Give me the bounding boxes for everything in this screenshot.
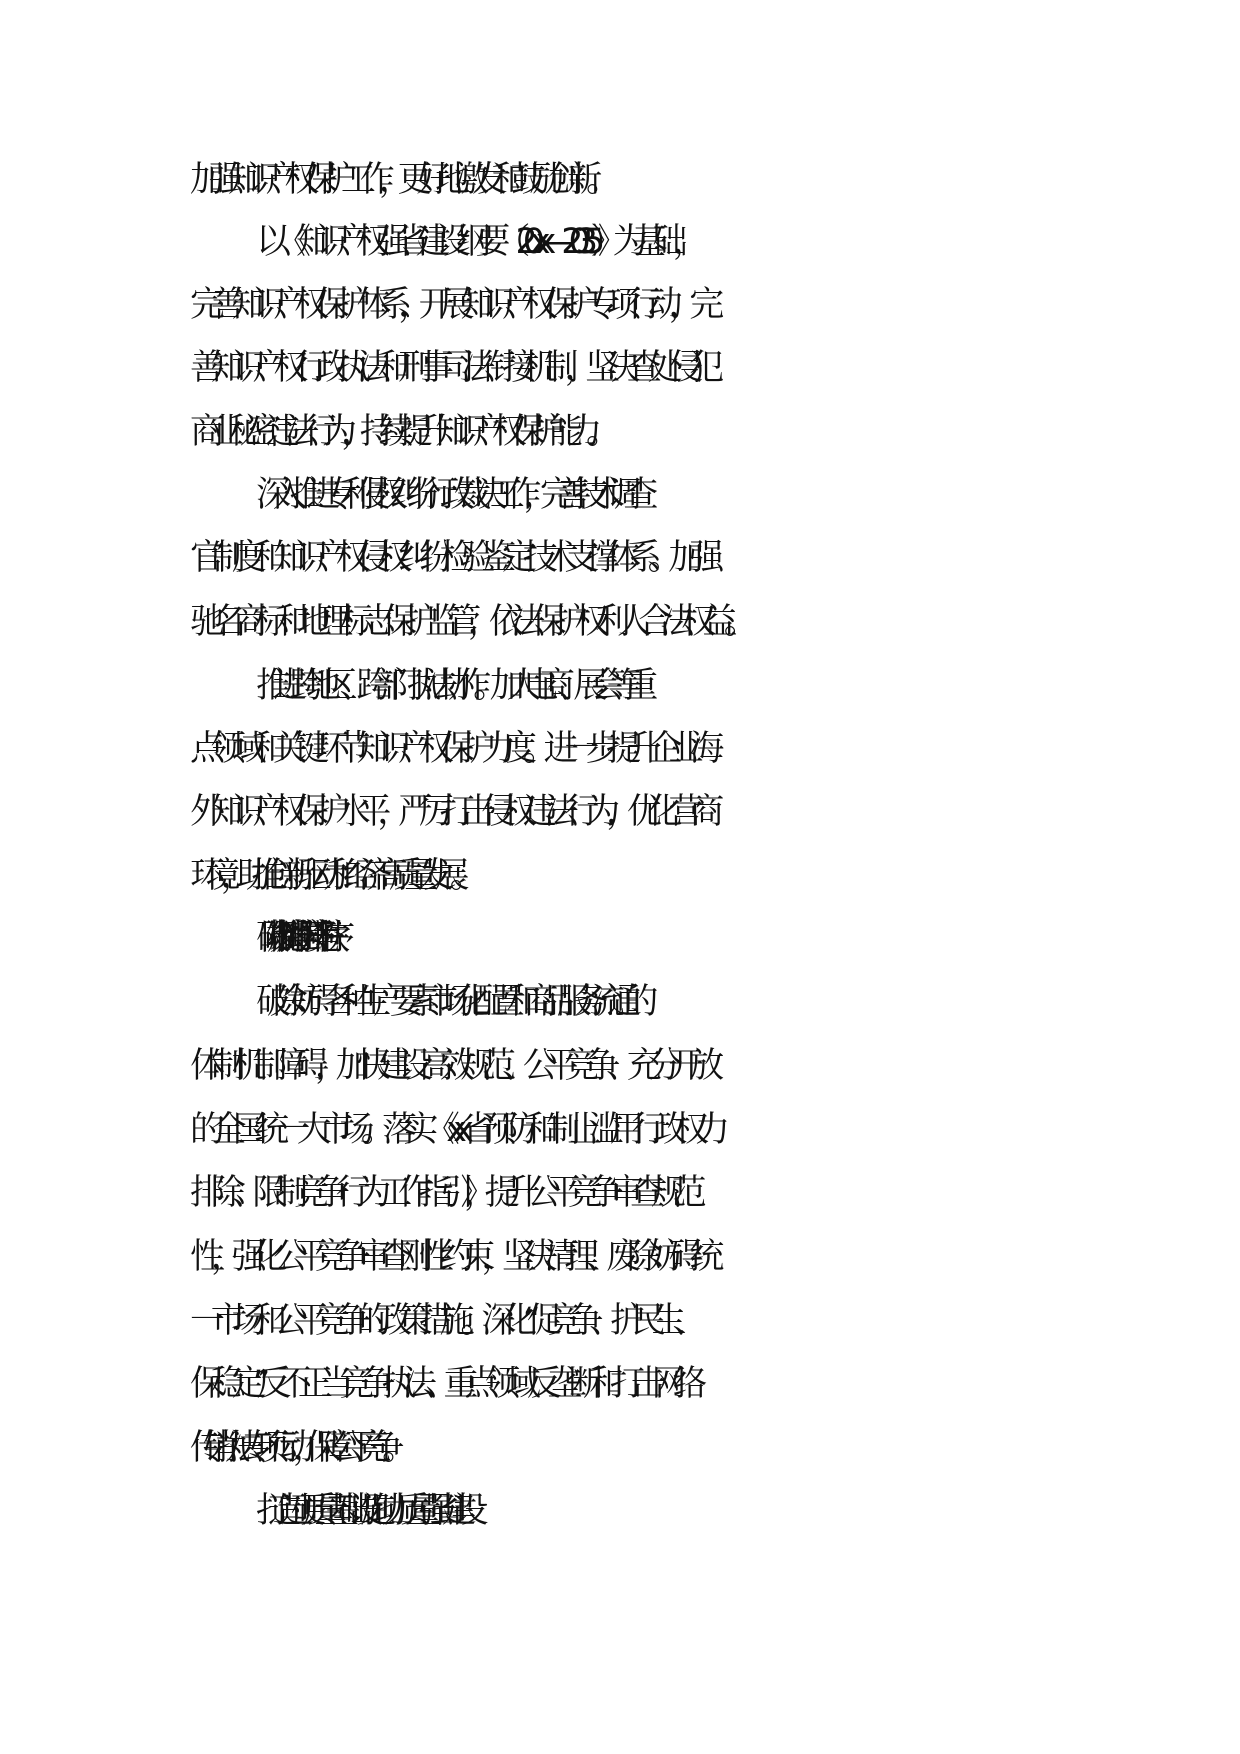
paragraph-line: 以《知识产权强省建设纲要（20xx—2035）》为基础， [256, 222, 693, 262]
text-line: 传销执法专项行动，保障公平竞争。 [190, 1428, 395, 1468]
text-line: 一市场和公平竞争的政策措施。深化“促竞争、护民生、 [190, 1301, 694, 1341]
paragraph-line: 推进跨地区、跨部门执法协作。加大电商、展会等重 [256, 666, 641, 706]
text-line: 商业秘密违法行为，持续提升知识产权保护能力。 [190, 412, 605, 452]
text-line: 驰名商标和地理标志保护监管，依法保护权利人合法权益。 [190, 602, 746, 642]
text-line: 排除、限制竞争行为工作指引》，提升公平竞争审查规范 [190, 1173, 693, 1213]
text-line: 官制度和知识产权侵权纠纷检验鉴定技术支撑体系。加强 [190, 538, 711, 578]
text-line: 保稳定”反不正当竞争执法、重点领域反垄断和打击网络 [190, 1364, 694, 1404]
section-heading: 打造过硬质量基础设施助力质量强省建设 [256, 1491, 465, 1531]
text-line: 性，强化公平竞争审查刚性约束，坚决清理、废除妨碍统 [190, 1237, 711, 1277]
paragraph-line: 深入推进专利侵权纠纷行政裁决工作，完善技术调查 [256, 475, 641, 515]
section-heading: 破除机制障碍维护公平竞争秩序 [256, 918, 326, 958]
text-line: 的全国统一大市场。落实《xx省预防和制止滥用行政权力 [190, 1110, 717, 1150]
text-line: 加强知识产权保护工作，更好地激发和鼓励创新。 [190, 160, 605, 200]
text-line: 体制机制障碍，加快建设高效规范、公平竞争、充分开放 [190, 1046, 711, 1086]
text-line: 外知识产权保护水平，严厉打击侵权违法行为，优化营商 [190, 792, 711, 832]
paragraph-line: 破除妨碍各种生产要素市场化配置和商品服务流通的 [256, 982, 641, 1022]
text-line: 完善知识产权保护体系，开展知识产权保护专项行动，完 [190, 285, 711, 325]
text-line: 点领域和关键环节知识产权保护力度。进一步提升企业海 [190, 729, 711, 769]
text-line: 环境，助推创新驱动和经济高质量发展。 [190, 856, 466, 896]
text-line: 善知识产权行政执法和刑事司法衔接机制，坚决查处侵犯 [190, 348, 711, 388]
